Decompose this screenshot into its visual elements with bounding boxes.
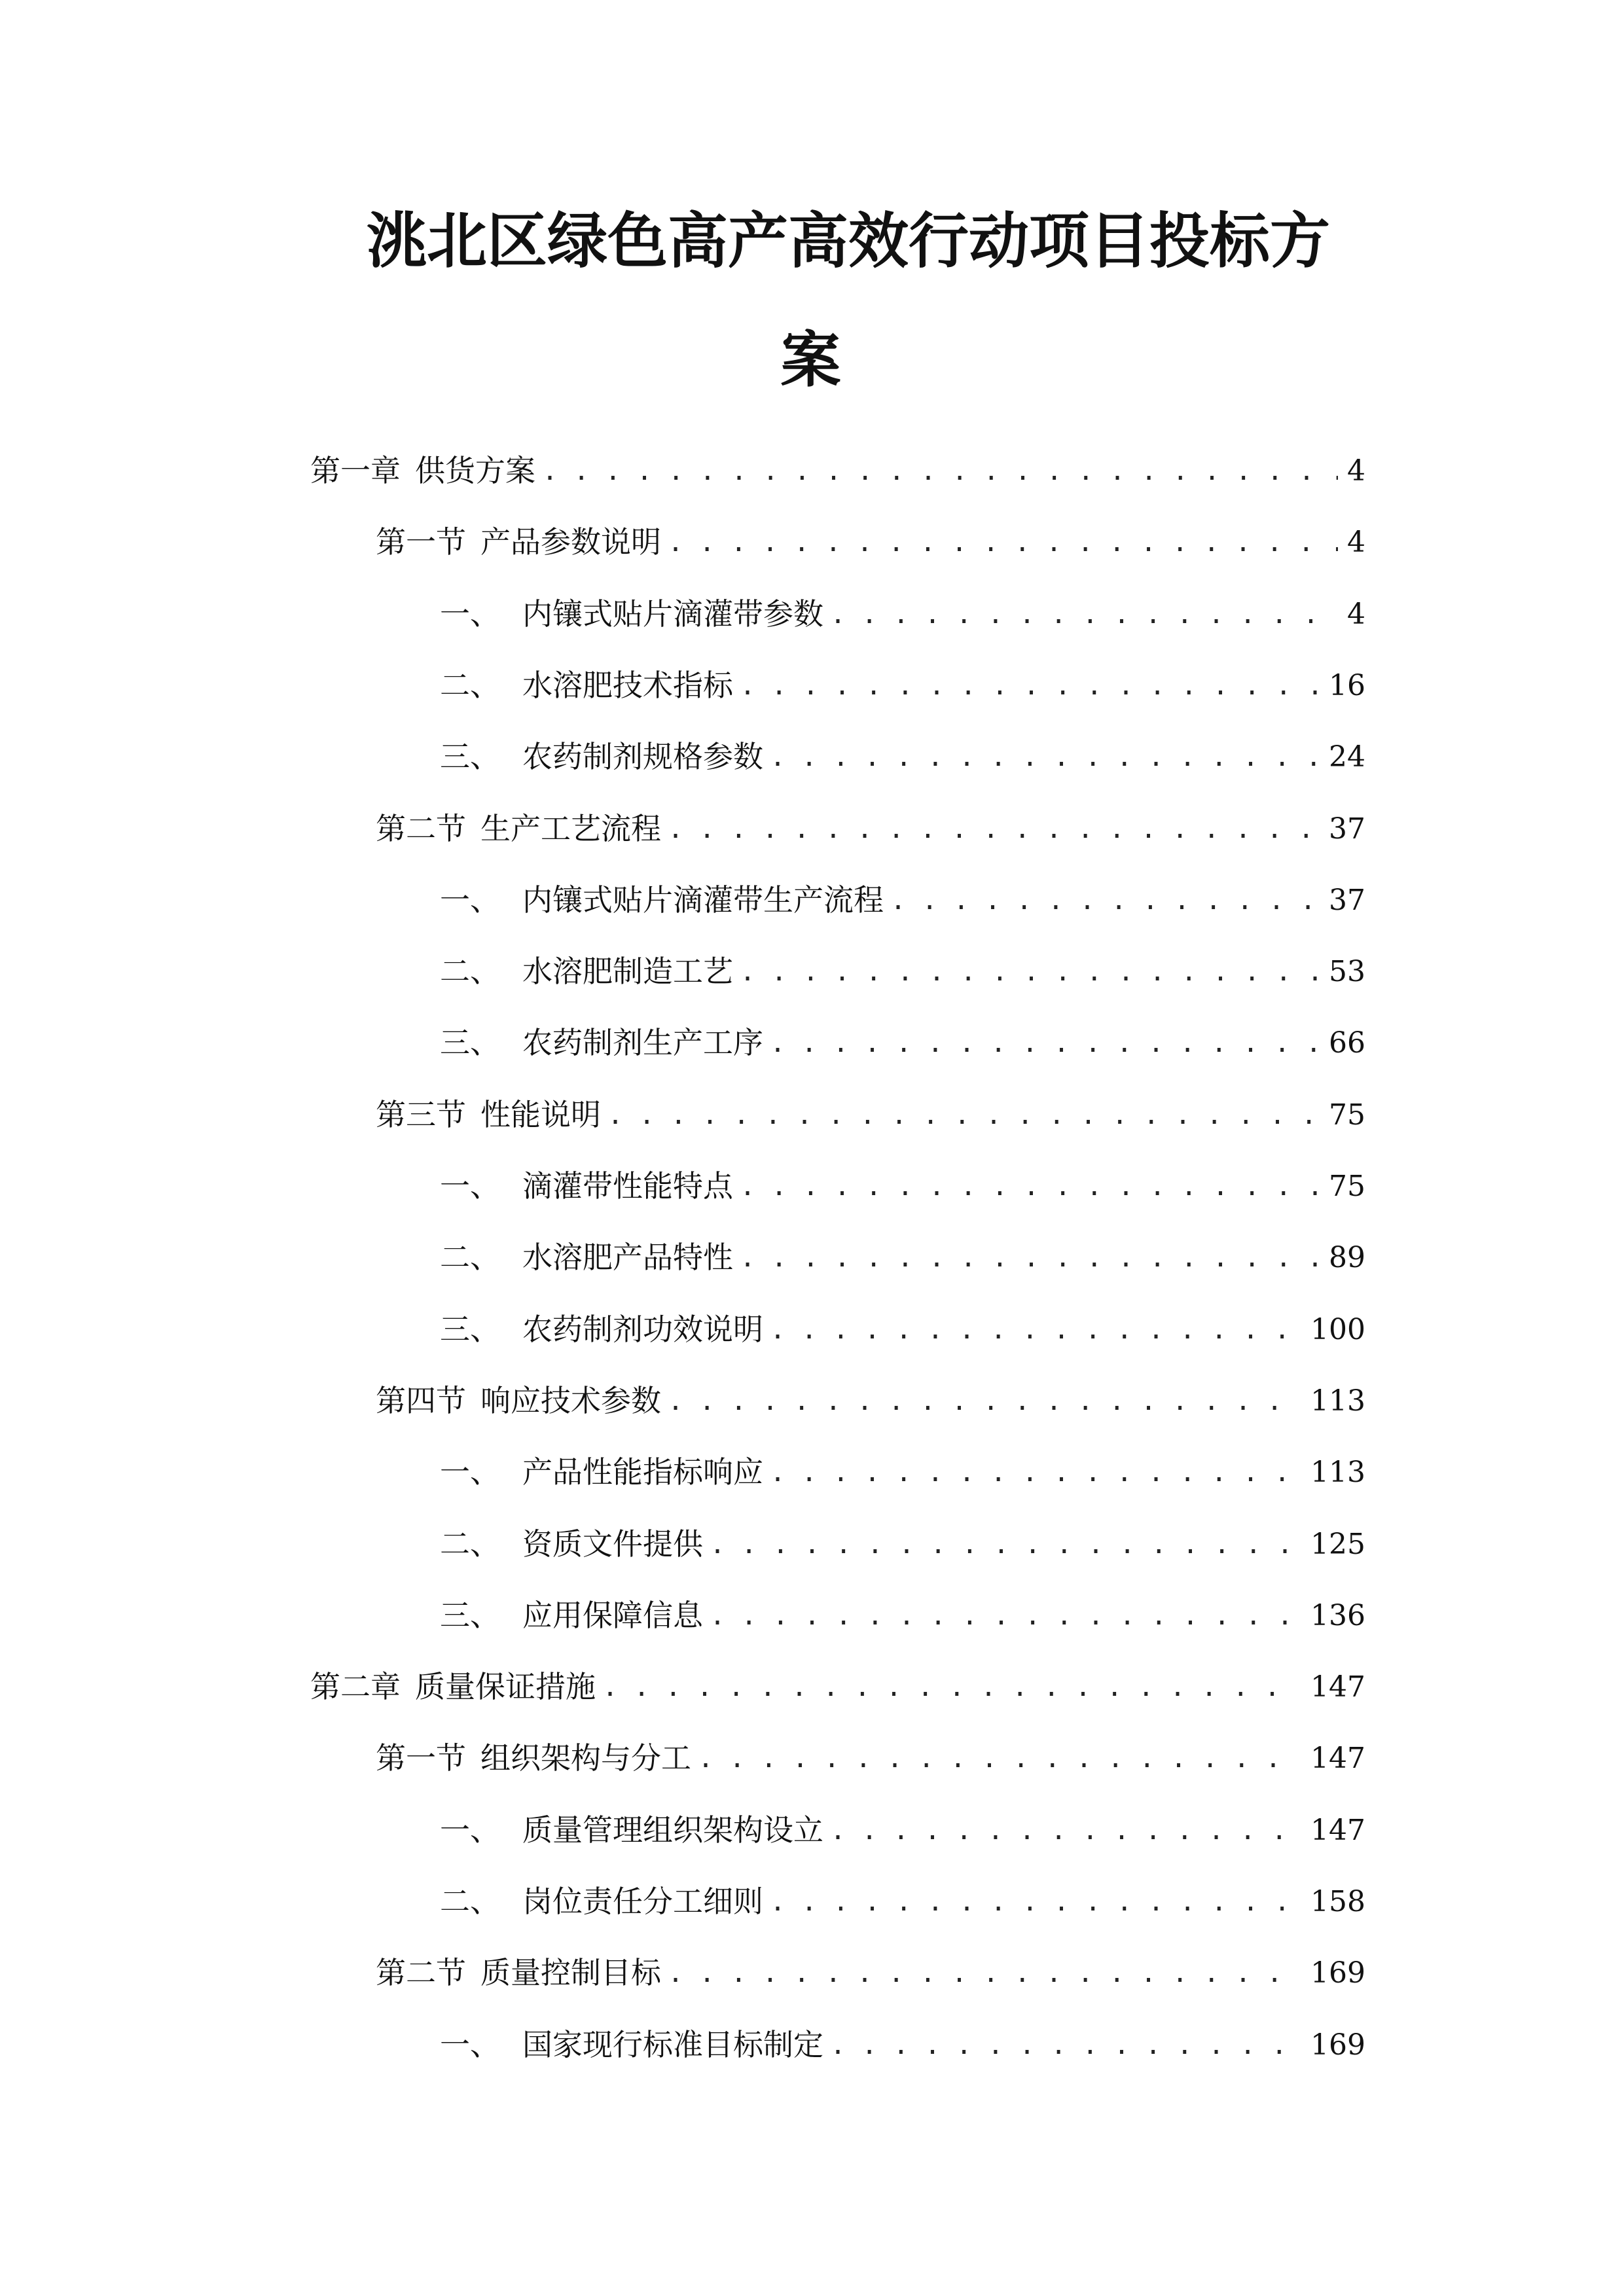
toc-entry[interactable] xyxy=(440,1871,1365,1919)
toc-dot-leader xyxy=(770,1889,1301,1915)
toc-dot-leader xyxy=(698,1746,1301,1772)
toc-dot-leader xyxy=(770,744,1320,770)
toc-dot-leader xyxy=(740,1245,1320,1271)
toc-entry-number: 第二章 xyxy=(310,1669,401,1704)
toc-entry-number: 二、 xyxy=(440,1884,500,1919)
toc-entry-number: 三、 xyxy=(440,739,500,774)
toc-dot-leader xyxy=(770,1460,1301,1486)
toc-entry-label xyxy=(440,2027,823,2062)
toc-entry-title: 响应技术参数 xyxy=(480,1383,661,1418)
toc-dot-leader xyxy=(830,2032,1301,2058)
toc-entry-label xyxy=(376,1383,661,1418)
toc-entry[interactable] xyxy=(376,1084,1365,1130)
toc-entry-label xyxy=(376,524,661,560)
toc-entry-number: 一、 xyxy=(440,882,500,918)
toc-entry[interactable] xyxy=(440,1012,1365,1058)
toc-entry-number: 第一节 xyxy=(376,524,466,560)
toc-entry-label xyxy=(376,811,661,846)
toc-entry[interactable] xyxy=(376,511,1365,560)
toc-entry[interactable] xyxy=(440,1585,1365,1633)
toc-entry-number: 第三节 xyxy=(376,1097,466,1132)
toc-entry-title: 资质文件提供 xyxy=(522,1526,703,1562)
toc-dot-leader xyxy=(668,529,1338,556)
document-title-line-1: 洮北区绿色高产高效行动项目投标方 xyxy=(367,206,1331,276)
toc-entry-number: 二、 xyxy=(440,1526,500,1562)
toc-dot-leader xyxy=(542,458,1338,484)
toc-dot-leader xyxy=(890,888,1320,914)
toc-entry-number: 第二节 xyxy=(376,1955,466,1990)
toc-dot-leader xyxy=(607,1102,1320,1128)
toc-page-number: 147 xyxy=(1310,1814,1365,1847)
toc-entry-label xyxy=(440,739,763,774)
toc-dot-leader xyxy=(668,1960,1301,1986)
toc-entry-label xyxy=(376,1097,601,1132)
toc-entry-title: 供货方案 xyxy=(415,453,535,488)
toc-dot-leader xyxy=(740,959,1320,985)
toc-dot-leader xyxy=(602,1674,1301,1700)
toc-entry[interactable] xyxy=(440,583,1365,632)
toc-entry-title: 质量管理组织架构设立 xyxy=(522,1812,823,1848)
toc-entry-title: 生产工艺流程 xyxy=(480,811,661,846)
toc-entry[interactable] xyxy=(440,726,1365,772)
toc-entry[interactable] xyxy=(440,1799,1365,1848)
toc-page-number: 75 xyxy=(1329,1098,1365,1132)
toc-entry-title: 产品参数说明 xyxy=(480,524,661,560)
toc-dot-leader xyxy=(668,1388,1301,1414)
toc-entry[interactable] xyxy=(440,2014,1365,2060)
toc-page-number: 24 xyxy=(1329,740,1365,774)
toc-page-number: 169 xyxy=(1310,2028,1365,2062)
toc-entry-title: 质量保证措施 xyxy=(415,1669,596,1704)
toc-entry-label xyxy=(440,596,823,632)
toc-page-number: 169 xyxy=(1310,1956,1365,1990)
toc-entry-label xyxy=(440,1812,823,1848)
toc-dot-leader xyxy=(710,1532,1301,1558)
toc-entry[interactable] xyxy=(376,1727,1365,1776)
toc-entry-label xyxy=(440,1312,763,1347)
toc-entry[interactable] xyxy=(440,1513,1365,1562)
toc-entry-title: 农药制剂规格参数 xyxy=(522,739,763,774)
toc-entry-number: 二、 xyxy=(440,1240,500,1275)
toc-entry-title: 内镶式贴片滴灌带生产流程 xyxy=(522,882,884,918)
toc-entry-title: 国家现行标准目标制定 xyxy=(522,2027,823,2062)
toc-entry[interactable] xyxy=(440,655,1365,703)
toc-entry[interactable] xyxy=(376,1370,1365,1416)
toc-entry-number: 二、 xyxy=(440,668,500,703)
toc-entry-number: 第一节 xyxy=(376,1740,466,1776)
toc-entry-title: 内镶式贴片滴灌带参数 xyxy=(522,596,823,632)
toc-dot-leader xyxy=(830,1818,1301,1844)
toc-page-number: 100 xyxy=(1310,1313,1365,1346)
toc-entry-label xyxy=(440,1454,763,1490)
toc-entry-number: 一、 xyxy=(440,1812,500,1848)
toc-page-number: 147 xyxy=(1310,1742,1365,1775)
toc-entry-title: 水溶肥技术指标 xyxy=(522,668,733,703)
toc-page-number: 4 xyxy=(1347,526,1365,559)
toc-entry-title: 性能说明 xyxy=(480,1097,601,1132)
toc-page-number: 147 xyxy=(1310,1670,1365,1704)
toc-entry-label xyxy=(310,453,535,488)
toc-page-number: 158 xyxy=(1310,1885,1365,1918)
toc-entry-label xyxy=(440,1168,733,1204)
toc-entry-label xyxy=(440,1598,703,1633)
toc-entry-label xyxy=(440,1240,733,1275)
toc-page-number: 136 xyxy=(1310,1599,1365,1632)
toc-entry-number: 一、 xyxy=(440,2027,500,2062)
toc-entry-label xyxy=(440,882,884,918)
toc-dot-leader xyxy=(830,601,1338,628)
toc-entry-title: 质量控制目标 xyxy=(480,1955,661,1990)
toc-entry-number: 三、 xyxy=(440,1312,500,1347)
toc-page-number: 113 xyxy=(1310,1384,1365,1418)
toc-entry-title: 水溶肥产品特性 xyxy=(522,1240,733,1275)
toc-dot-leader xyxy=(668,816,1320,842)
toc-dot-leader xyxy=(740,1174,1320,1200)
toc-entry-number: 一、 xyxy=(440,596,500,632)
toc-entry-number: 第一章 xyxy=(310,453,401,488)
toc-entry-number: 三、 xyxy=(440,1598,500,1633)
toc-dot-leader xyxy=(770,1317,1301,1343)
toc-page-number: 75 xyxy=(1329,1170,1365,1203)
toc-page-number: 37 xyxy=(1329,812,1365,846)
toc-page-number: 37 xyxy=(1329,884,1365,917)
toc-entry[interactable] xyxy=(440,1155,1365,1204)
document-title-line-2-text: 案 xyxy=(780,325,841,395)
toc-entry-label xyxy=(440,1884,763,1919)
toc-entry-number: 三、 xyxy=(440,1025,500,1060)
toc-entry[interactable] xyxy=(310,1656,1365,1702)
toc-entry-title: 岗位责任分工细则 xyxy=(522,1884,763,1919)
toc-entry-number: 第二节 xyxy=(376,811,466,846)
toc-entry[interactable] xyxy=(376,798,1365,844)
toc-entry[interactable] xyxy=(440,941,1365,989)
toc-entry[interactable] xyxy=(440,869,1365,918)
toc-page-number: 113 xyxy=(1310,1456,1365,1489)
toc-entry-title: 农药制剂功效说明 xyxy=(522,1312,763,1347)
toc-entry-label xyxy=(440,1526,703,1562)
toc-entry-label xyxy=(440,668,733,703)
toc-page-number: 4 xyxy=(1347,598,1365,631)
toc-entry-label xyxy=(440,1025,763,1060)
toc-entry-number: 第四节 xyxy=(376,1383,466,1418)
toc-entry[interactable] xyxy=(376,1942,1365,1988)
toc-entry[interactable] xyxy=(440,1441,1365,1490)
toc-page-number: 53 xyxy=(1329,955,1365,988)
toc-entry-label xyxy=(376,1740,691,1776)
toc-entry-title: 农药制剂生产工序 xyxy=(522,1025,763,1060)
toc-entry-label xyxy=(376,1955,661,1990)
toc-page-number: 125 xyxy=(1310,1528,1365,1561)
toc-entry[interactable] xyxy=(440,1227,1365,1275)
toc-entry-title: 产品性能指标响应 xyxy=(522,1454,763,1490)
toc-page-number: 66 xyxy=(1329,1026,1365,1060)
toc-entry[interactable] xyxy=(310,440,1365,486)
toc-entry-title: 滴灌带性能特点 xyxy=(522,1168,733,1204)
toc-entry-number: 一、 xyxy=(440,1454,500,1490)
toc-dot-leader xyxy=(710,1603,1301,1629)
toc-entry[interactable] xyxy=(440,1299,1365,1347)
toc-entry-label xyxy=(440,954,733,989)
toc-entry-number: 一、 xyxy=(440,1168,500,1204)
toc-entry-label xyxy=(310,1669,596,1704)
toc-dot-leader xyxy=(740,673,1320,699)
toc-page-number: 89 xyxy=(1329,1241,1365,1274)
toc-dot-leader xyxy=(770,1030,1320,1056)
toc-entry-title: 组织架构与分工 xyxy=(480,1740,691,1776)
toc-page-number: 4 xyxy=(1347,454,1365,488)
toc-page-number: 16 xyxy=(1329,669,1365,702)
toc-entry-title: 水溶肥制造工艺 xyxy=(522,954,733,989)
toc-entry-title: 应用保障信息 xyxy=(522,1598,703,1633)
toc-entry-number: 二、 xyxy=(440,954,500,989)
